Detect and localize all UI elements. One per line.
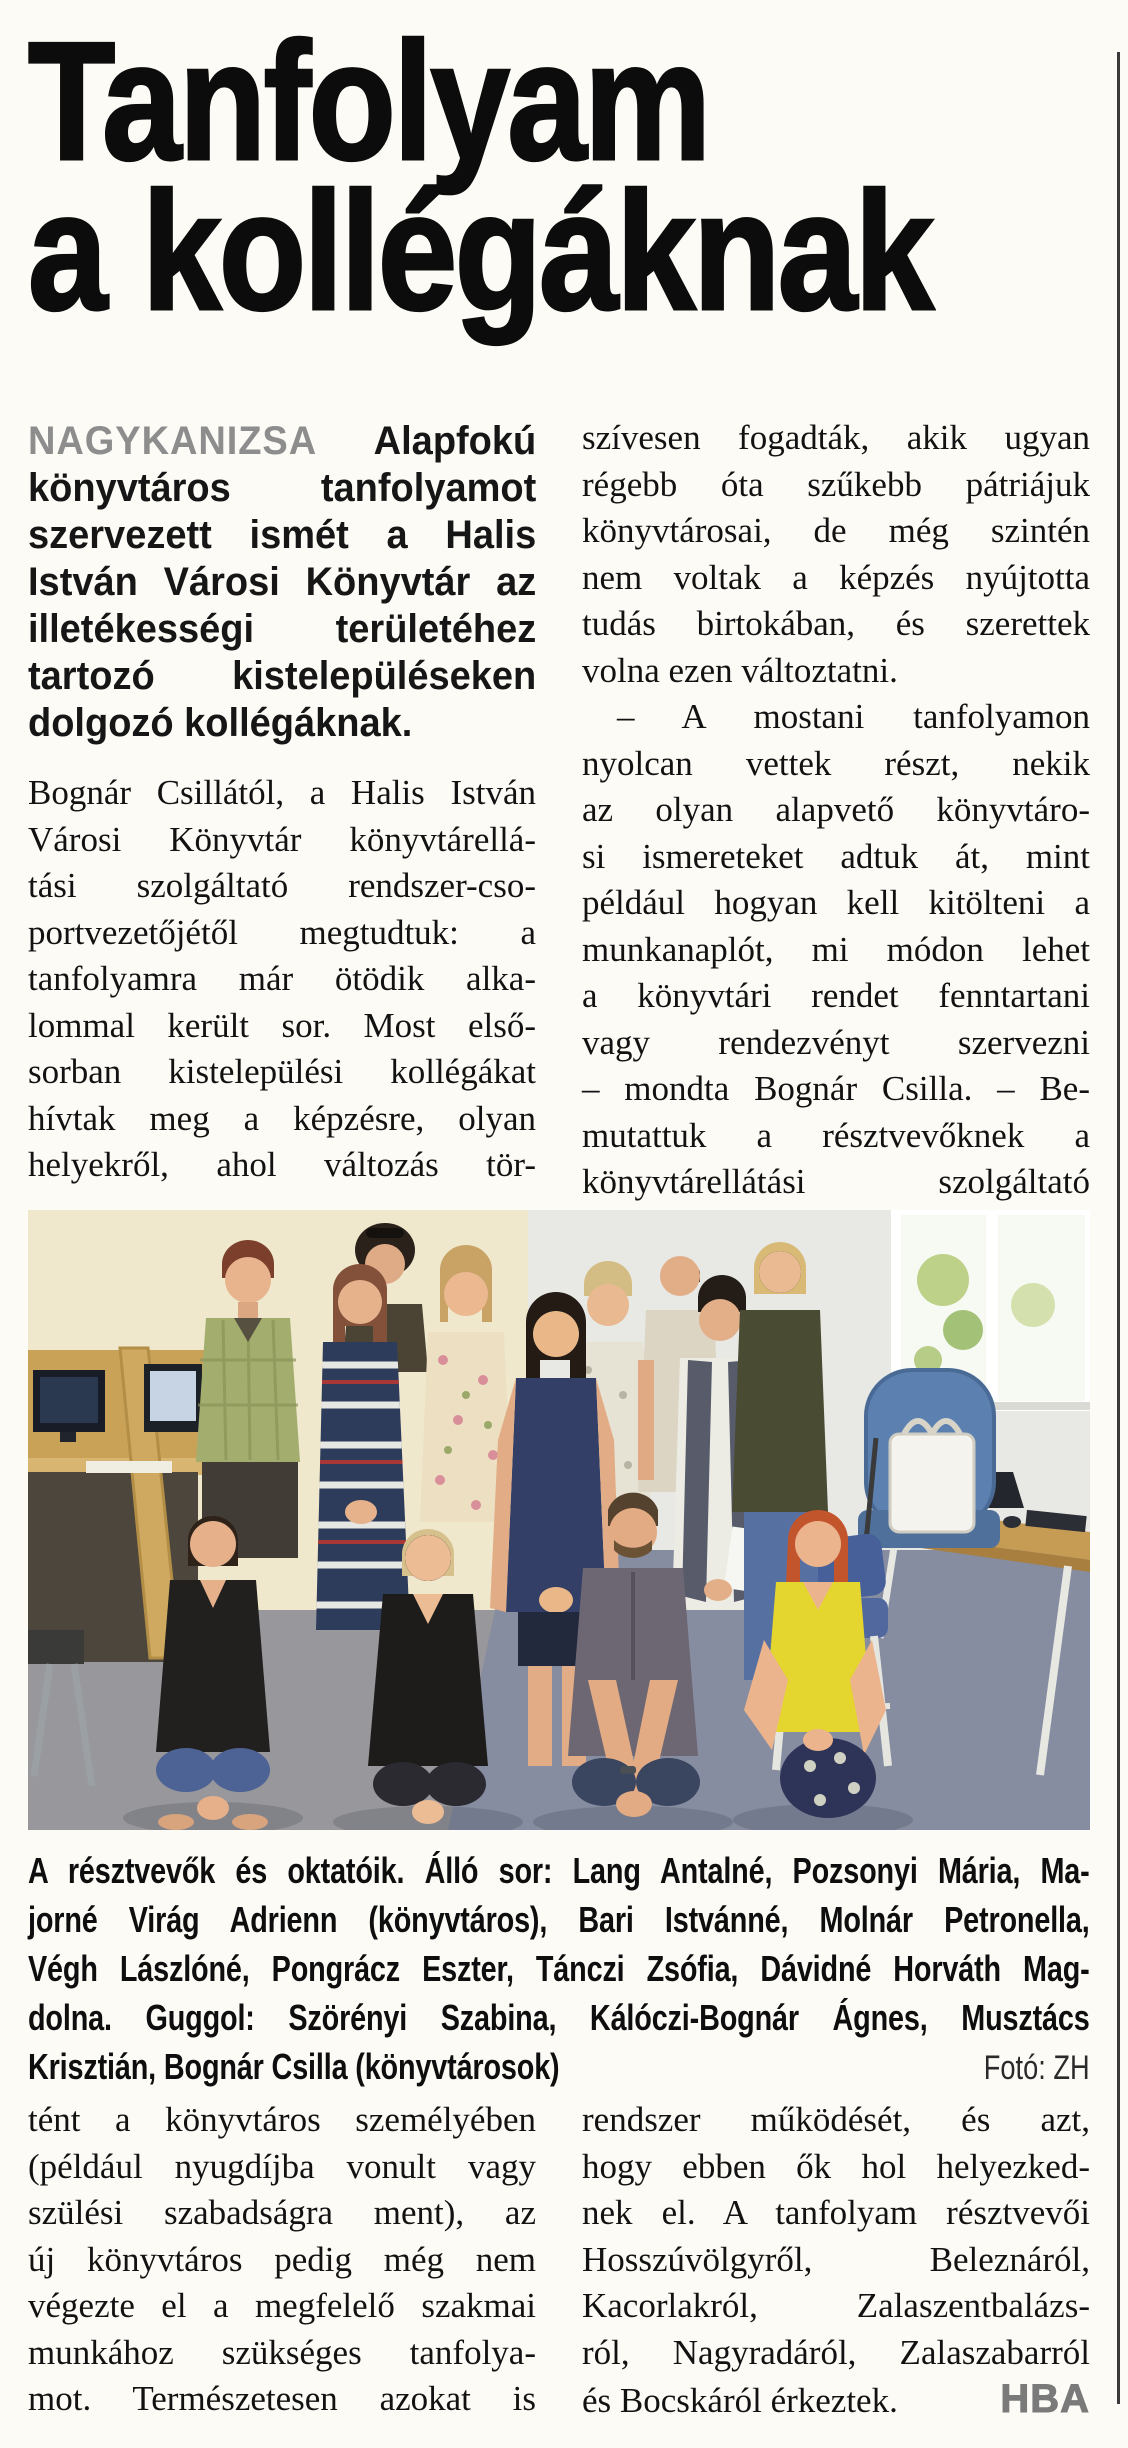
article-title	[28, 7, 1091, 345]
group-photo-illustration	[28, 1210, 1090, 1830]
lead-lines	[28, 465, 536, 747]
text-line: munkához szükséges tanfolya-	[28, 2332, 536, 2372]
text-line: a könyvtári rendet fenntartani	[582, 976, 1090, 1015]
monitor-left	[33, 1370, 105, 1442]
text-line: – mondta Bognár Csilla. – Be-	[582, 1069, 1090, 1108]
text-line: szívesen fogadták, akik ugyan	[582, 418, 1090, 457]
text-line: könyvtárellátási szolgáltató	[582, 1162, 1090, 1201]
lead-first-line	[28, 418, 536, 465]
text-line: – A mostani tanfolyamon	[582, 697, 1090, 736]
body-column-left-bottom	[28, 2097, 536, 2423]
caption-lines	[28, 1846, 1090, 2042]
location-tag: NAGYKANIZSA	[28, 419, 318, 463]
patterned-bag	[780, 1738, 876, 1818]
text-line: Végh Lászlóné, Pongrácz Eszter, Tánczi Zsófia, Dávidné Horváth Mag-	[28, 1948, 1090, 1989]
text-line: helyekről, ahol változás tör-	[28, 1145, 536, 1184]
text-line: tudás birtokában, és szerettek	[582, 604, 1090, 643]
text-line: nem voltak a képzés nyújtotta	[582, 557, 1090, 597]
paragraph	[582, 2097, 1090, 2376]
body-column-right-top	[582, 415, 1090, 1206]
clasped-hands	[197, 1796, 229, 1820]
text-line: nek el. A tanfolyam résztvevői	[582, 2193, 1090, 2232]
papers	[86, 1461, 172, 1473]
clasped-hands	[616, 1791, 652, 1817]
text-line: szervezett ismét a Halis	[28, 513, 537, 557]
text-line: Bognár Csillától, a Halis István	[28, 773, 536, 812]
body-column-left-top	[28, 770, 536, 1189]
text-line: si ismereteket adtuk át, mint	[582, 836, 1090, 876]
paragraph	[582, 415, 1090, 694]
photo-credit: Fotó: ZH	[983, 2049, 1090, 2087]
text-line: A résztvevők és oktatóik. Álló sor: Lang Antalné, Pozsonyi Mária, Ma-	[28, 1850, 1090, 1891]
title-line-2: a kollégáknak	[28, 157, 932, 345]
text-line: tént a könyvtáros személyében	[28, 2100, 536, 2139]
text-line: (például nyugdíjba vonult vagy	[28, 2146, 536, 2186]
text-line: Kacorlakról, Zalaszentbalázs-	[582, 2286, 1090, 2325]
text-line: dolgozó kollégáknak.	[28, 701, 413, 745]
watch	[620, 1766, 636, 1774]
text-line: régebb óta szűkebb pátriájuk	[582, 464, 1090, 504]
text-line: dolna. Guggol: Szörényi Szabina, Kálóczi-Bognár Ágnes, Musztács	[28, 1997, 1090, 2038]
monitor-right	[144, 1364, 202, 1432]
title-line-1: Tanfolyam	[28, 7, 709, 195]
text-line: sorban kistelepülési kollégákat	[28, 1052, 536, 1091]
text-line: portvezetőjétől megtudtuk: a	[28, 912, 536, 952]
text-line: szülési szabadságra ment), az	[28, 2193, 536, 2232]
clasped-hands	[539, 1587, 573, 1613]
photo-caption	[28, 1846, 1090, 2093]
text-line: ról, Nagyradáról, Zalaszabarról	[582, 2332, 1090, 2372]
text-line: új könyvtáros pedig még nem	[28, 2239, 536, 2279]
text-line: például hogyan kell kitölteni a	[582, 883, 1090, 922]
text-line: hogy ebben ők hol helyezked-	[582, 2146, 1090, 2186]
text-line: rendszer működését, és azt,	[582, 2100, 1090, 2139]
text-line: volna ezen változtatni.	[582, 650, 898, 690]
text-line: vagy rendezvényt szervezni	[582, 1022, 1090, 1062]
text-line: jorné Virág Adrienn (könyvtáros), Bari Istvánné, Molnár Petronella,	[28, 1899, 1090, 1940]
byline: HBA	[1000, 2377, 1090, 2421]
text-line: az olyan alapvető könyvtáro-	[582, 790, 1090, 829]
lead-paragraph	[28, 418, 536, 747]
column-rule	[1117, 52, 1120, 2404]
chair-with-bag	[858, 1370, 1000, 1548]
text-line: tanfolyamra már ötödik alka-	[28, 959, 536, 998]
text-line: tási szolgáltató rendszer-cso-	[28, 866, 536, 905]
text-line: könyvtárosai, de még szintén	[582, 511, 1090, 550]
text-line: tartozó kistelepüléseken	[28, 654, 537, 698]
closing-line	[582, 2376, 1090, 2425]
text-line: nyolcan vettek részt, nekik	[582, 743, 1090, 783]
clasped-hands	[412, 1800, 444, 1824]
caption-last-line	[28, 2042, 1090, 2093]
mouse	[1003, 1516, 1021, 1528]
paragraph	[582, 694, 1090, 1206]
text-line: hívtak meg a képzésre, olyan	[28, 1098, 536, 1138]
tote-bag	[890, 1434, 974, 1532]
text-line: István Városi Könyvtár az	[28, 560, 537, 604]
text-line: mutattuk a résztvevőknek a	[582, 1115, 1090, 1155]
clasped-hands	[345, 1500, 377, 1524]
text-line: Hosszúvölgyről, Beleznáról,	[582, 2239, 1090, 2279]
text-line: Városi Könyvtár könyvtárellá-	[28, 819, 536, 859]
text-line: könyvtáros tanfolyamot	[28, 466, 537, 510]
text-line: végezte el a megfelelő szakmai	[28, 2286, 536, 2325]
text-line: munkanaplót, mi módon lehet	[582, 929, 1090, 969]
text-line: illetékességi területéhez	[28, 607, 537, 651]
caption-last-text: Krisztián, Bognár Csilla (könyvtárosok)	[28, 2046, 560, 2087]
text-line: mot. Természetesen azokat is	[28, 2379, 536, 2418]
lead-first-rest: Alapfokú	[373, 419, 537, 463]
closing-text: és Bocskáról érkeztek.	[582, 2381, 898, 2420]
body-column-right-bottom	[582, 2097, 1090, 2425]
text-line: lommal került sor. Most első-	[28, 1005, 536, 1045]
